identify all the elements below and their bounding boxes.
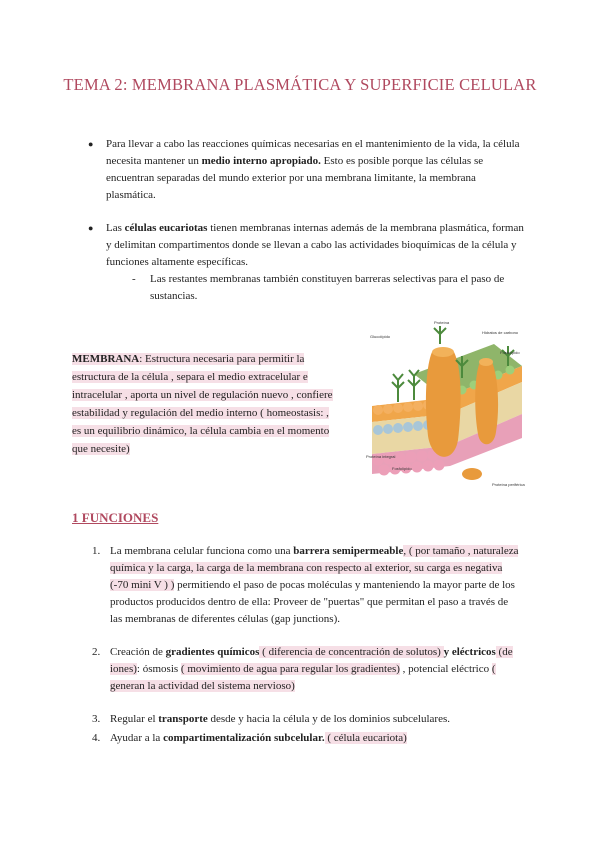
bold-term: y eléctricos [443, 646, 496, 658]
bullet-item: ● Las células eucariotas tienen membranas internas además de la membrana plasmática, forman y delimitan compartimentos donde se llevan a cabo las actividades bioquímicas de la célula y funciones altamente específicas. - Las restantes membranas también constituyen barreras selectivas para el paso de sustancias. [88, 220, 528, 305]
label-glucolipido: Glucolípido [370, 334, 391, 339]
label-proteina: Proteína [434, 320, 450, 325]
bold-term: barrera semipermeable [293, 545, 404, 557]
intro-bullet-list [88, 136, 528, 321]
function-item: 4. Ayudar a la compartimentalización subcelular. ( célula eucariota) [92, 732, 407, 744]
bold-term: compartimentalización subcelular. [163, 732, 325, 744]
bullet-item: ● Para llevar a cabo las reacciones químicas necesarias en el mantenimiento de la vida, la célula necesita mantener un medio interno apropiado. Esto es posible porque las células se encuentran separadas del mundo exterior por una membrana limitante, la membrana plasmática. [88, 136, 528, 204]
section-heading: 1 FUNCIONES [72, 510, 159, 525]
label-proteina-periferica: Proteína periférica [492, 482, 525, 487]
label-fosfolipido-right: Fosfolípido [500, 350, 520, 355]
bold-term: gradientes químicos [165, 646, 260, 658]
membrane-definition: MEMBRANA: Estructura necesaria para permitir la estructura de la célula , separa el medio extracelular e intracelular , aporta un nivel de regulación nuevo , confiere estabilidad y regulación del medio interno ( homeostasis: , es un equilibrio dinámico, la célula cambia en el momento que necesite) [72, 353, 333, 455]
dash-marker: - [132, 273, 136, 285]
bold-term: medio interno apropiado. [201, 155, 321, 167]
page-title: TEMA 2: MEMBRANA PLASMÁTICA Y SUPERFICIE CELULAR [63, 75, 537, 94]
label-fosfolipido-bottom: Fosfolípido [392, 466, 412, 471]
bold-term: transporte [158, 713, 208, 725]
label-proteina-integral: Proteína integral [366, 454, 396, 459]
function-item: 2. Creación de gradientes químicos ( diferencia de concentración de solutos) y eléctricos (de iones): ósmosis ( movimiento de agua para regular los gradientes) , potencial eléctrico ( generan la actividad del sistema nervioso) [92, 646, 513, 692]
functions-list [92, 543, 522, 747]
function-item: 3. Regular el transporte desde y hacia la célula y de los dominios subcelulares. [92, 713, 450, 725]
bold-term: células eucariotas [124, 222, 208, 234]
membrane-illustration [362, 316, 528, 494]
function-item: 1. La membrana celular funciona como una barrera semipermeable, ( por tamaño , naturaleza química y la carga, la carga de la membrana con respecto al exterior, su carga es negativa (-70 mini V ) ) permitiendo el paso de pocas moléculas y manteniendo la mayor parte de los productos producidos dentro de ella: Proveer de "puertas" que permitan el paso a través de las membranas de diferentes células (gap junctions). [92, 545, 519, 625]
sub-bullet: - Las restantes membranas también constituyen barreras selectivas para el paso de sustancias. [132, 273, 505, 302]
label-hidratos: Hidratos de carbono [482, 330, 519, 335]
definition-term: MEMBRANA [72, 353, 140, 365]
